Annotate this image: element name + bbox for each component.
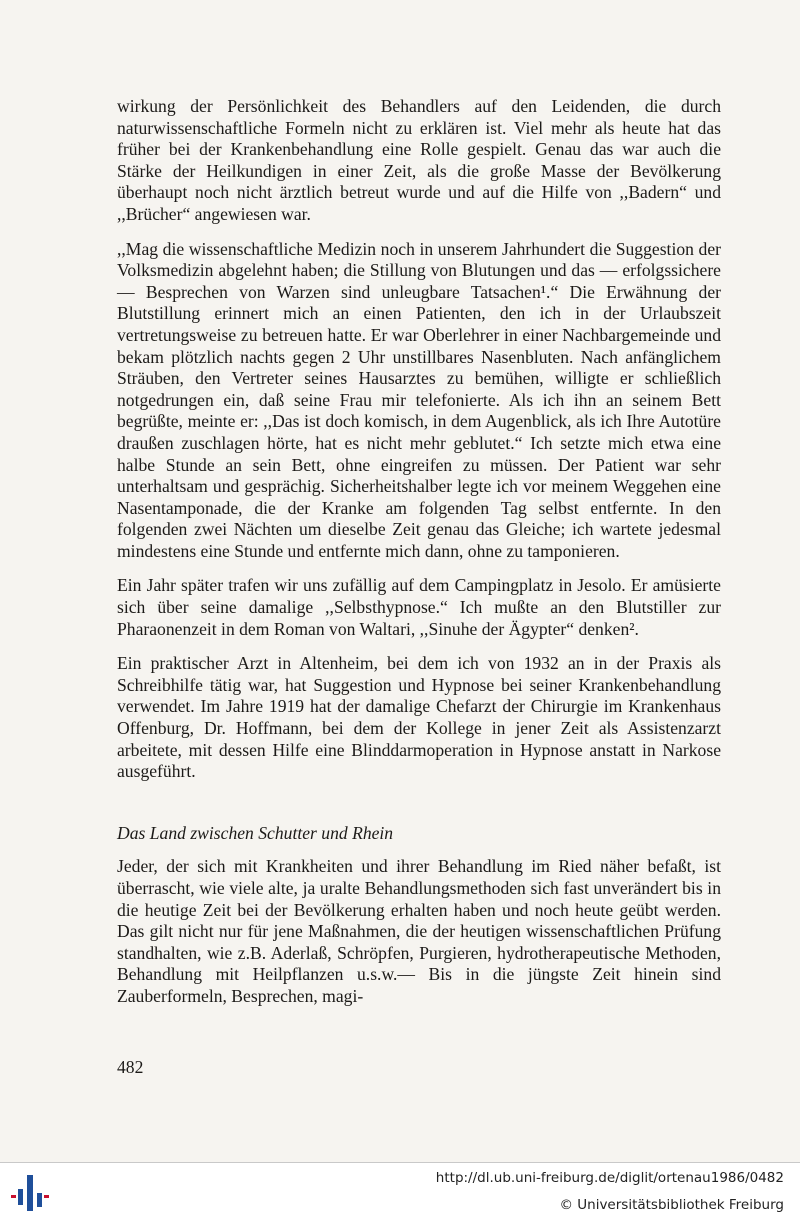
- paragraph-1: wirkung der Persönlichkeit des Behandlers auf den Leidenden, die durch naturwissenschaftliche Formeln nicht zu erklären ist. Viel mehr als heute hat das früher bei der Krankenbehandlung eine Rolle gespielt. Genau das war auch die Stärke der Heilkundigen in einer Zeit, als die große Masse der Bevölkerung überhaupt noch nicht ärztlich betreut wurde und auf die Hilfe von ,,Badern“ und ,,Brücher“ angewiesen war.: [117, 96, 721, 224]
- section-heading: Das Land zwischen Schutter und Rhein: [117, 822, 394, 843]
- viewer-footer: [0, 1162, 800, 1221]
- paragraph-4: Ein praktischer Arzt in Altenheim, bei dem ich von 1932 an in der Praxis als Schreibhilfe tätig war, hat Suggestion und Hypnose bei seiner Krankenbehandlung verwendet. Im Jahre 1919 hat der damalige Chefarzt der Chirurgie im Krankenhaus Offenburg, Dr. Hoffmann, bei dem der Kollege in jener Zeit als Assistenzarzt arbeitete, mit dessen Hilfe eine Blinddarmoperation in Hypnose anstatt in Narkose ausgeführt.: [117, 653, 721, 782]
- paragraph-2: ,,Mag die wissenschaftliche Medizin noch in unserem Jahrhundert die Suggestion der Volksmedizin abgelehnt haben; die Stillung von Blutungen und das — erfolgssichere — Besprechen von Warzen sind unleugbare Tatsachen¹.“ Die Erwähnung der Blutstillung erinnert mich an einen Patienten, den ich in der Urlaubszeit vertretungsweise zu betreuen hatte. Er war Oberlehrer in einer Nachbargemeinde und bekam plötzlich nachts gegen 2 Uhr unstillbares Nasenbluten. Nach anfänglichem Sträuben, den Vertreter seines Hausarztes zu bemühen, willigte er schließlich notgedrungen ein, daß seine Frau mir telefonierte. Als ich ihn an seinem Bett begrüßte, meinte er: ,,Das ist doch komisch, in dem Augenblick, als ich Ihre Autotüre draußen zuschlagen hörte, hat es nicht mehr geblutet.“ Ich setzte mich etwa eine halbe Stunde an sein Bett, ohne eingreifen zu müssen. Der Patient war sehr unterhaltsam und gesprächig. Sicherheitshalber legte ich vor meinem Weggehen eine Nasentamponade, die der Kranke am folgenden Tag selbst entfernte. In den folgenden zwei Nächten um dieselbe Zeit genau das Gleiche; ich wartete jedesmal mindestens eine Stunde und entfernte mich dann, ohne zu tamponieren.: [117, 238, 721, 561]
- section-paragraph: Jeder, der sich mit Krankheiten und ihrer Behandlung im Ried näher befaßt, ist überrascht, wie viele alte, ja uralte Behandlungsmethoden sich fast unverändert bis in die heutige Zeit bei der Bevölkerung erhalten haben und noch heute geübt werden. Das gilt nicht nur für jene Maßnahmen, die der heutigen wissenschaftlichen Prüfung standhalten, wie z.B. Aderlaß, Schröpfen, Purgieren, hydrotherapeutische Methoden, Behandlung mit Heilpflanzen u.s.w.— Bis in die jüngste Zeit hinein sind Zauberformeln, Besprechen, magi-: [117, 856, 721, 1006]
- permalink-url[interactable]: http://dl.ub.uni-freiburg.de/diglit/ortenau1986/0482: [435, 1170, 784, 1186]
- paragraph-3: Ein Jahr später trafen wir uns zufällig auf dem Campingplatz in Jesolo. Er amüsierte sich über seine damalige ,,Selbsthypnose.“ Ich mußte an den Blutstiller zur Pharaonenzeit in dem Roman von Waltari, ,,Sinuhe der Ägypter“ denken².: [117, 575, 721, 639]
- copyright-text: © Universitätsbibliothek Freiburg: [559, 1197, 784, 1213]
- text-column: [117, 96, 721, 1021]
- ub-freiburg-logo-icon: [10, 1173, 50, 1213]
- page-number: 482: [117, 1057, 144, 1077]
